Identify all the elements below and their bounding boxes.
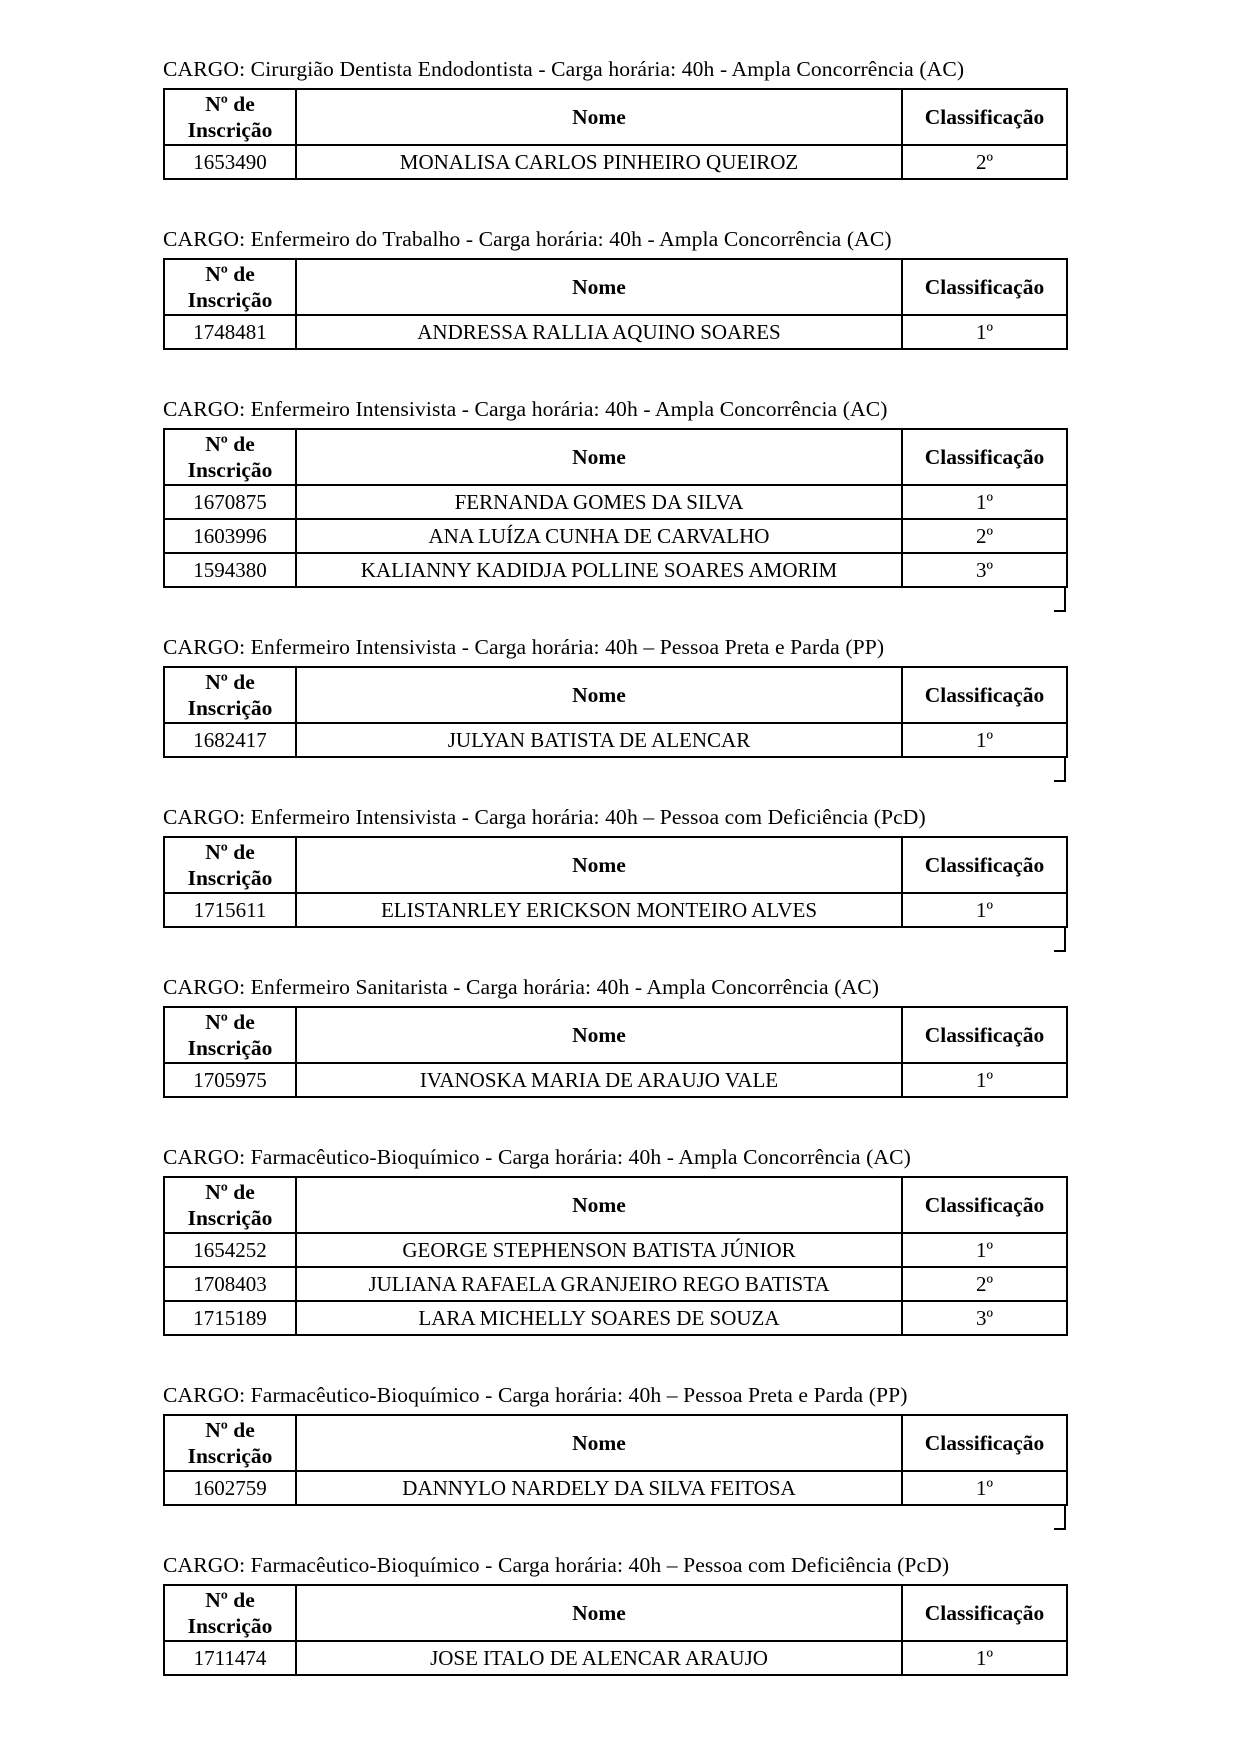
header-inscricao: Nº de Inscrição <box>164 1415 296 1471</box>
cell-classificacao: 2º <box>902 1267 1067 1301</box>
table-header-row <box>164 667 1067 723</box>
header-classificacao: Classificação <box>902 259 1067 315</box>
table-body <box>164 315 1067 349</box>
header-nome: Nome <box>296 837 902 893</box>
sections-container <box>163 56 1241 1676</box>
cargo-section <box>163 804 1078 928</box>
header-inscricao: Nº de Inscrição <box>164 1007 296 1063</box>
cell-classificacao: 1º <box>902 1641 1067 1675</box>
cargo-heading: CARGO: Enfermeiro Intensivista - Carga horária: 40h - Ampla Concorrência (AC) <box>163 397 888 421</box>
cargo-heading: CARGO: Enfermeiro do Trabalho - Carga horária: 40h - Ampla Concorrência (AC) <box>163 227 892 251</box>
header-nome: Nome <box>296 1415 902 1471</box>
cargo-heading: CARGO: Enfermeiro Intensivista - Carga horária: 40h – Pessoa Preta e Parda (PP) <box>163 635 885 659</box>
cell-inscricao: 1715189 <box>164 1301 296 1335</box>
table-row <box>164 485 1067 519</box>
results-table-wrap <box>163 1006 1066 1098</box>
results-table <box>163 88 1068 180</box>
cell-classificacao: 1º <box>902 723 1067 757</box>
corner-bracket-mark <box>1054 926 1066 952</box>
cell-classificacao: 1º <box>902 315 1067 349</box>
cargo-heading: CARGO: Cirurgião Dentista Endodontista - Carga horária: 40h - Ampla Concorrência (AC) <box>163 57 965 81</box>
header-classificacao: Classificação <box>902 1415 1067 1471</box>
header-nome: Nome <box>296 89 902 145</box>
cell-classificacao: 1º <box>902 485 1067 519</box>
header-classificacao: Classificação <box>902 1585 1067 1641</box>
results-table <box>163 836 1068 928</box>
cargo-section <box>163 396 1078 588</box>
cargo-section <box>163 974 1078 1098</box>
cell-classificacao: 3º <box>902 1301 1067 1335</box>
cell-nome: GEORGE STEPHENSON BATISTA JÚNIOR <box>296 1233 902 1267</box>
table-row <box>164 1233 1067 1267</box>
table-body <box>164 145 1067 179</box>
table-header-row <box>164 259 1067 315</box>
table-row <box>164 893 1067 927</box>
cell-classificacao: 1º <box>902 1063 1067 1097</box>
table-row <box>164 1471 1067 1505</box>
cell-nome: DANNYLO NARDELY DA SILVA FEITOSA <box>296 1471 902 1505</box>
cell-nome: ELISTANRLEY ERICKSON MONTEIRO ALVES <box>296 893 902 927</box>
cell-nome: JOSE ITALO DE ALENCAR ARAUJO <box>296 1641 902 1675</box>
cell-inscricao: 1602759 <box>164 1471 296 1505</box>
table-row <box>164 1301 1067 1335</box>
cargo-heading: CARGO: Enfermeiro Sanitarista - Carga horária: 40h - Ampla Concorrência (AC) <box>163 975 879 999</box>
cell-inscricao: 1711474 <box>164 1641 296 1675</box>
corner-bracket-mark <box>1054 756 1066 782</box>
table-header-row <box>164 89 1067 145</box>
cell-inscricao: 1708403 <box>164 1267 296 1301</box>
results-table-wrap <box>163 836 1066 928</box>
header-nome: Nome <box>296 1007 902 1063</box>
table-row <box>164 1641 1067 1675</box>
cell-classificacao: 1º <box>902 893 1067 927</box>
header-classificacao: Classificação <box>902 429 1067 485</box>
cargo-section <box>163 56 1078 180</box>
cargo-heading: CARGO: Farmacêutico-Bioquímico - Carga horária: 40h – Pessoa com Deficiência (PcD) <box>163 1553 950 1577</box>
table-row <box>164 315 1067 349</box>
header-nome: Nome <box>296 667 902 723</box>
header-inscricao: Nº de Inscrição <box>164 429 296 485</box>
cell-inscricao: 1705975 <box>164 1063 296 1097</box>
table-body <box>164 893 1067 927</box>
table-header-row <box>164 1007 1067 1063</box>
cargo-heading: CARGO: Farmacêutico-Bioquímico - Carga horária: 40h - Ampla Concorrência (AC) <box>163 1145 911 1169</box>
results-table <box>163 1584 1068 1676</box>
cargo-section <box>163 634 1078 758</box>
cargo-section <box>163 1382 1078 1506</box>
cell-inscricao: 1670875 <box>164 485 296 519</box>
results-table <box>163 258 1068 350</box>
table-body <box>164 485 1067 587</box>
table-header-row <box>164 1585 1067 1641</box>
cell-classificacao: 3º <box>902 553 1067 587</box>
cell-nome: ANA LUÍZA CUNHA DE CARVALHO <box>296 519 902 553</box>
table-header-row <box>164 1177 1067 1233</box>
cell-nome: MONALISA CARLOS PINHEIRO QUEIROZ <box>296 145 902 179</box>
cargo-heading: CARGO: Enfermeiro Intensivista - Carga horária: 40h – Pessoa com Deficiência (PcD) <box>163 805 926 829</box>
header-classificacao: Classificação <box>902 1007 1067 1063</box>
corner-bracket-mark <box>1054 1504 1066 1530</box>
header-inscricao: Nº de Inscrição <box>164 89 296 145</box>
results-table-wrap <box>163 1176 1066 1336</box>
results-table-wrap <box>163 428 1066 588</box>
table-header-row <box>164 837 1067 893</box>
header-nome: Nome <box>296 259 902 315</box>
header-classificacao: Classificação <box>902 667 1067 723</box>
table-row <box>164 145 1067 179</box>
header-inscricao: Nº de Inscrição <box>164 837 296 893</box>
header-classificacao: Classificação <box>902 1177 1067 1233</box>
header-nome: Nome <box>296 429 902 485</box>
header-nome: Nome <box>296 1177 902 1233</box>
cell-inscricao: 1594380 <box>164 553 296 587</box>
results-table-wrap <box>163 1584 1066 1676</box>
header-inscricao: Nº de Inscrição <box>164 667 296 723</box>
results-table-wrap <box>163 666 1066 758</box>
table-row <box>164 553 1067 587</box>
cell-inscricao: 1654252 <box>164 1233 296 1267</box>
results-table <box>163 666 1068 758</box>
results-table <box>163 1176 1068 1336</box>
table-body <box>164 1471 1067 1505</box>
cell-classificacao: 1º <box>902 1233 1067 1267</box>
table-row <box>164 723 1067 757</box>
results-table <box>163 1006 1068 1098</box>
header-nome: Nome <box>296 1585 902 1641</box>
cell-nome: IVANOSKA MARIA DE ARAUJO VALE <box>296 1063 902 1097</box>
table-header-row <box>164 429 1067 485</box>
table-row <box>164 519 1067 553</box>
corner-bracket-mark <box>1054 586 1066 612</box>
table-row <box>164 1267 1067 1301</box>
table-body <box>164 1233 1067 1335</box>
cargo-section <box>163 1552 1078 1676</box>
cell-nome: ANDRESSA RALLIA AQUINO SOARES <box>296 315 902 349</box>
cell-inscricao: 1603996 <box>164 519 296 553</box>
results-table-wrap <box>163 1414 1066 1506</box>
cell-classificacao: 2º <box>902 145 1067 179</box>
header-classificacao: Classificação <box>902 89 1067 145</box>
cell-inscricao: 1715611 <box>164 893 296 927</box>
results-table <box>163 428 1068 588</box>
cell-nome: JULIANA RAFAELA GRANJEIRO REGO BATISTA <box>296 1267 902 1301</box>
cell-inscricao: 1748481 <box>164 315 296 349</box>
table-body <box>164 1641 1067 1675</box>
cell-inscricao: 1653490 <box>164 145 296 179</box>
table-row <box>164 1063 1067 1097</box>
cargo-section <box>163 1144 1078 1336</box>
header-inscricao: Nº de Inscrição <box>164 1177 296 1233</box>
cargo-heading: CARGO: Farmacêutico-Bioquímico - Carga horária: 40h – Pessoa Preta e Parda (PP) <box>163 1383 908 1407</box>
header-inscricao: Nº de Inscrição <box>164 1585 296 1641</box>
cell-nome: KALIANNY KADIDJA POLLINE SOARES AMORIM <box>296 553 902 587</box>
results-table-wrap <box>163 258 1066 350</box>
results-table-wrap <box>163 88 1066 180</box>
cell-nome: JULYAN BATISTA DE ALENCAR <box>296 723 902 757</box>
cargo-section <box>163 226 1078 350</box>
cell-classificacao: 1º <box>902 1471 1067 1505</box>
header-inscricao: Nº de Inscrição <box>164 259 296 315</box>
results-table <box>163 1414 1068 1506</box>
cell-nome: LARA MICHELLY SOARES DE SOUZA <box>296 1301 902 1335</box>
cell-classificacao: 2º <box>902 519 1067 553</box>
cell-nome: FERNANDA GOMES DA SILVA <box>296 485 902 519</box>
table-header-row <box>164 1415 1067 1471</box>
cell-inscricao: 1682417 <box>164 723 296 757</box>
header-classificacao: Classificação <box>902 837 1067 893</box>
table-body <box>164 723 1067 757</box>
table-body <box>164 1063 1067 1097</box>
